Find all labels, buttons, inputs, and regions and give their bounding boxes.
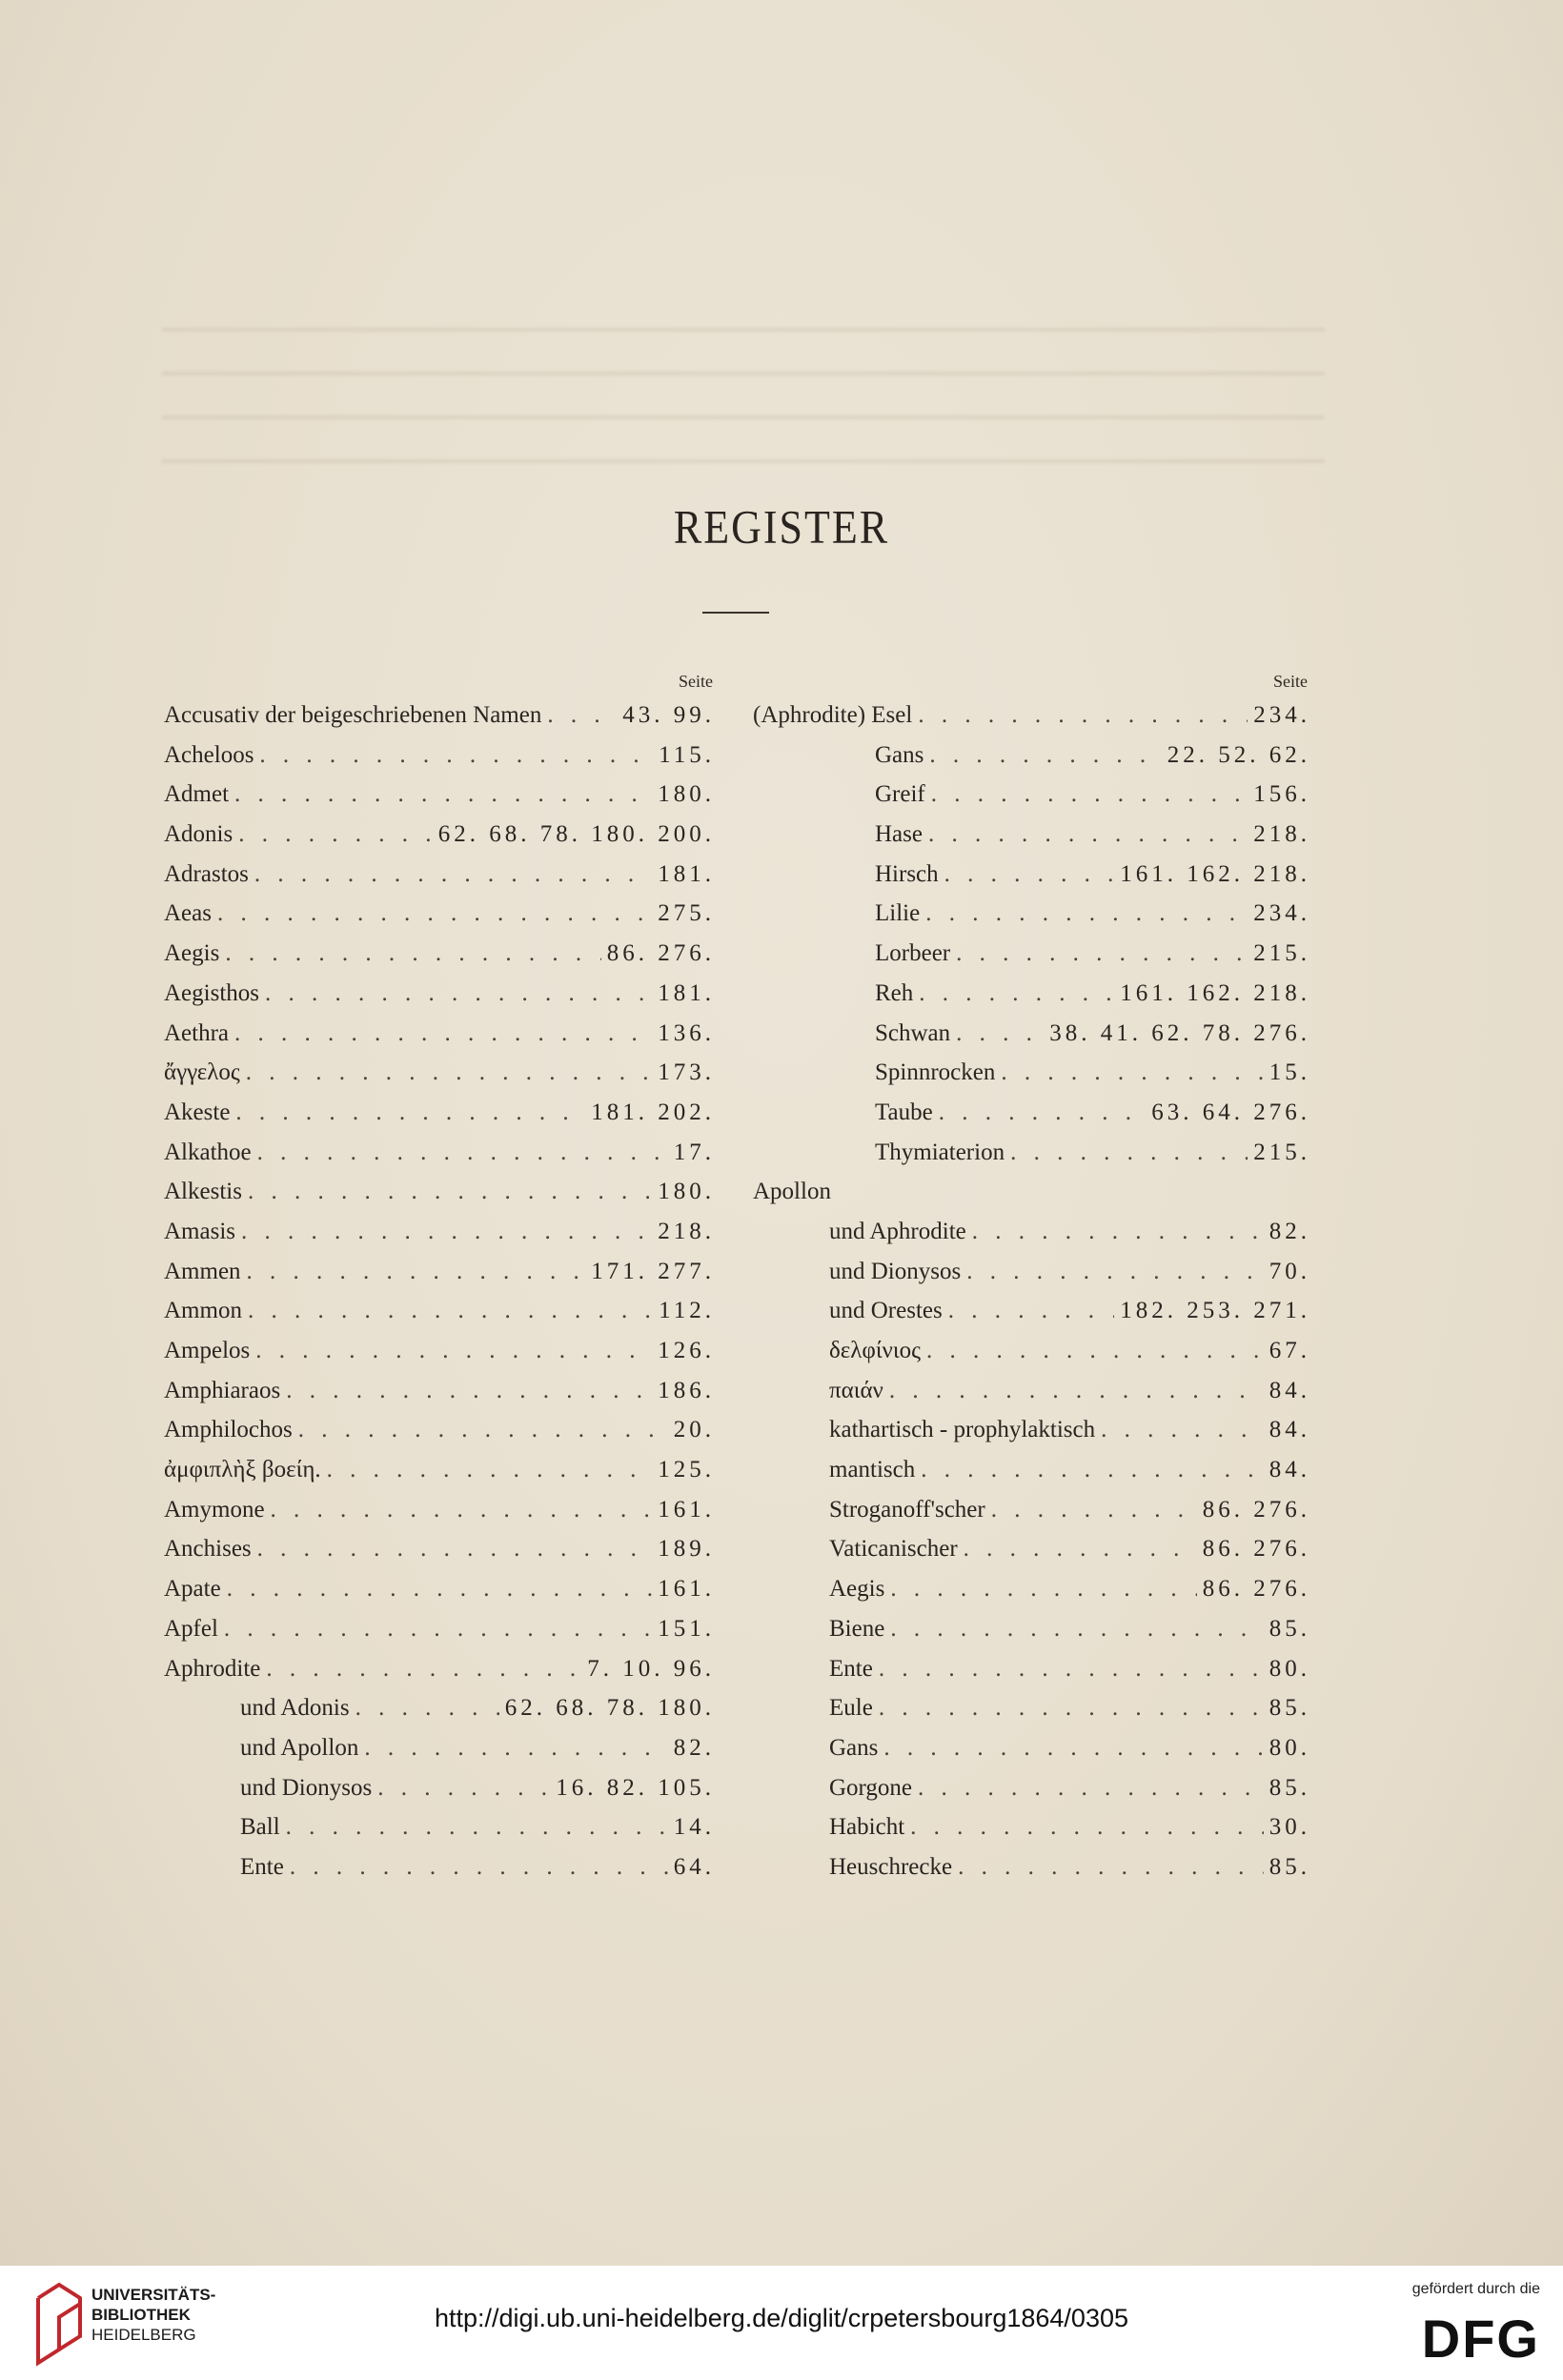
- entry-term: Apfel: [164, 1615, 218, 1642]
- register-entry: [753, 1490, 1310, 1530]
- entry-term: Alkathoe: [164, 1139, 252, 1165]
- entry-term: Aegis: [164, 940, 220, 967]
- register-entry: [164, 736, 715, 776]
- entry-pages: 80.: [1269, 1734, 1310, 1761]
- register-entry: [164, 1133, 715, 1173]
- entry-term: ἀμφιπλὴξ βοείη.: [164, 1457, 321, 1483]
- entry-term: Adrastos: [164, 860, 249, 887]
- dot-leader: [217, 894, 652, 934]
- register-entry: [753, 1172, 1310, 1212]
- dot-leader: [890, 1569, 1196, 1609]
- dot-leader: [890, 1609, 1263, 1649]
- entry-pages: 275.: [658, 900, 715, 927]
- entry-term: Thymiaterion: [875, 1139, 1005, 1165]
- register-entry: [753, 736, 1310, 776]
- register-entry: [164, 1014, 715, 1054]
- entry-pages: 182. 253. 271.: [1120, 1298, 1310, 1324]
- entry-pages: 180.: [658, 1179, 715, 1205]
- entry-pages: 115.: [659, 741, 715, 768]
- entry-pages: 234.: [1253, 702, 1310, 728]
- entry-pages: 85.: [1269, 1774, 1310, 1801]
- dot-leader: [921, 1450, 1263, 1490]
- dot-leader: [224, 1609, 652, 1649]
- entry-pages: 43. 99.: [622, 702, 715, 728]
- entry-term: Aethra: [164, 1019, 230, 1046]
- register-entry: [164, 1093, 715, 1133]
- register-column-left: [164, 696, 715, 1887]
- entry-term: Aegisthos: [164, 979, 259, 1006]
- entry-pages: 7. 10. 96.: [587, 1655, 715, 1682]
- entry-pages: 22. 52. 62.: [1167, 741, 1310, 768]
- dot-leader: [948, 1291, 1115, 1331]
- dot-leader: [225, 934, 600, 974]
- entry-pages: 64.: [673, 1853, 715, 1880]
- register-entry: [753, 815, 1310, 855]
- register-entry: [164, 1490, 715, 1530]
- dot-leader: [1001, 1053, 1263, 1093]
- entry-term: Admet: [164, 781, 230, 808]
- register-entry: [753, 1133, 1310, 1173]
- entry-term: und Orestes: [829, 1298, 943, 1324]
- dot-leader: [883, 1728, 1263, 1768]
- entry-pages: 181.: [658, 860, 715, 887]
- entry-term: Lilie: [875, 900, 921, 927]
- entry-pages: 38. 41. 62. 78. 276.: [1049, 1019, 1310, 1046]
- entry-term: Hase: [875, 821, 923, 848]
- register-entry: [164, 815, 715, 855]
- entry-term: Anchises: [164, 1536, 252, 1563]
- register-entry: [164, 1212, 715, 1252]
- dot-leader: [377, 1768, 550, 1808]
- title-rule: [702, 612, 769, 614]
- entry-term: und Dionysos: [829, 1258, 962, 1284]
- entry-pages: 181. 202.: [591, 1099, 715, 1125]
- dot-leader: [327, 1450, 653, 1490]
- library-name-line-2: BIBLIOTHEK: [91, 2306, 191, 2324]
- entry-pages: 218.: [1253, 821, 1310, 848]
- entry-pages: 151.: [658, 1615, 715, 1642]
- dot-leader: [1010, 1133, 1248, 1173]
- entry-term: Ampelos: [164, 1338, 251, 1363]
- register-entry: [164, 775, 715, 815]
- entry-pages: 171. 277.: [591, 1258, 715, 1284]
- entry-pages: 67.: [1269, 1338, 1310, 1363]
- entry-pages: 161.: [658, 1576, 715, 1603]
- entry-term: Gans: [875, 741, 924, 768]
- register-entry: [753, 1212, 1310, 1252]
- register-entry: [164, 696, 715, 736]
- entry-term: kathartisch - prophylaktisch: [829, 1417, 1096, 1443]
- seite-label-left: Seite: [679, 672, 713, 691]
- entry-pages: 17.: [673, 1139, 715, 1165]
- entry-term: Adonis: [164, 821, 233, 848]
- entry-pages: 215.: [1253, 1139, 1310, 1165]
- entry-term: Vaticanischer: [829, 1536, 958, 1563]
- entry-pages: 86. 276.: [1202, 1576, 1310, 1603]
- entry-pages: 181.: [658, 979, 715, 1006]
- register-entry: [164, 1807, 715, 1847]
- entry-pages: 84.: [1269, 1457, 1310, 1483]
- entry-pages: 86. 276.: [1202, 1536, 1310, 1563]
- entry-term: Ente: [240, 1853, 284, 1880]
- dot-leader: [964, 1529, 1197, 1569]
- entry-term: Aegis: [829, 1576, 885, 1603]
- entry-term: und Adonis: [240, 1695, 350, 1722]
- entry-term: Gans: [829, 1734, 879, 1761]
- entry-pages: 186.: [658, 1377, 715, 1403]
- entry-pages: 62. 68. 78. 180.: [504, 1695, 715, 1722]
- entry-term: Amphilochos: [164, 1417, 293, 1443]
- register-entry: [753, 1529, 1310, 1569]
- entry-term: und Apollon: [240, 1734, 359, 1761]
- entry-pages: 180.: [658, 781, 715, 808]
- entry-pages: 85.: [1269, 1853, 1310, 1880]
- register-entry: [164, 855, 715, 895]
- register-entry: [753, 1569, 1310, 1609]
- register-entry: [164, 894, 715, 934]
- entry-pages: 161. 162. 218.: [1120, 860, 1310, 887]
- entry-pages: 126.: [658, 1338, 715, 1363]
- entry-term: und Aphrodite: [829, 1218, 966, 1244]
- entry-pages: 84.: [1269, 1417, 1310, 1443]
- register-entry: [164, 1450, 715, 1490]
- entry-term: Stroganoff'scher: [829, 1496, 985, 1523]
- dot-leader: [928, 815, 1248, 855]
- dot-leader: [991, 1490, 1197, 1530]
- entry-term: Apollon: [753, 1179, 831, 1205]
- dot-leader: [879, 1649, 1264, 1689]
- register-column-right: [753, 696, 1310, 1887]
- dot-leader: [248, 1291, 653, 1331]
- register-entry: [753, 1331, 1310, 1371]
- register-entry: [753, 1728, 1310, 1768]
- dot-leader: [257, 1529, 653, 1569]
- register-entry: [164, 1688, 715, 1728]
- entry-term: ἄγγελος: [164, 1059, 240, 1086]
- dot-leader: [547, 696, 617, 736]
- register-entry: [753, 775, 1310, 815]
- register-entry: [753, 1252, 1310, 1292]
- register-entry: [753, 696, 1310, 736]
- dot-leader: [234, 775, 652, 815]
- entry-pages: 86. 276.: [606, 940, 715, 967]
- dot-leader: [257, 1133, 668, 1173]
- library-name-line-3: HEIDELBERG: [91, 2326, 196, 2344]
- entry-pages: 30.: [1269, 1814, 1310, 1841]
- entry-pages: 86. 276.: [1202, 1496, 1310, 1523]
- register-entry: [164, 1371, 715, 1411]
- library-name-line-1: UNIVERSITÄTS-: [91, 2286, 216, 2304]
- entry-pages: 136.: [658, 1019, 715, 1046]
- register-entry: [753, 974, 1310, 1014]
- dot-leader: [944, 855, 1115, 895]
- register-entry: [753, 934, 1310, 974]
- entry-pages: 112.: [659, 1298, 715, 1324]
- entry-term: Biene: [829, 1615, 885, 1642]
- dot-leader: [259, 736, 653, 776]
- dot-leader: [919, 974, 1114, 1014]
- dot-leader: [255, 1331, 652, 1371]
- dot-leader: [918, 696, 1248, 736]
- dot-leader: [364, 1728, 667, 1768]
- entry-term: Hirsch: [875, 860, 939, 887]
- dot-leader: [956, 934, 1248, 974]
- funder-caption: gefördert durch die: [1411, 2281, 1540, 2297]
- entry-term: Akeste: [164, 1099, 231, 1125]
- dot-leader: [290, 1847, 668, 1887]
- dot-leader: [254, 855, 652, 895]
- dot-leader: [298, 1410, 668, 1450]
- entry-pages: 173.: [658, 1059, 715, 1086]
- entry-term: Ente: [829, 1655, 873, 1682]
- register-entry: [164, 1569, 715, 1609]
- dot-leader: [286, 1807, 668, 1847]
- dot-leader: [918, 1768, 1264, 1808]
- entry-pages: 156.: [1253, 781, 1310, 808]
- dot-leader: [265, 974, 652, 1014]
- entry-pages: 20.: [673, 1417, 715, 1443]
- entry-term: Heuschrecke: [829, 1853, 953, 1880]
- dot-leader: [355, 1688, 499, 1728]
- register-entry: [753, 1371, 1310, 1411]
- register-entry: [164, 1410, 715, 1450]
- entry-term: (Aphrodite) Esel: [753, 702, 913, 728]
- entry-pages: 125.: [658, 1457, 715, 1483]
- register-entry: [164, 1172, 715, 1212]
- register-entry: [753, 1688, 1310, 1728]
- entry-term: Ammon: [164, 1298, 242, 1324]
- register-entry: [753, 1053, 1310, 1093]
- entry-term: Aphrodite: [164, 1655, 261, 1682]
- dot-leader: [972, 1212, 1264, 1252]
- entry-term: Ammen: [164, 1258, 241, 1284]
- register-entry: [164, 1649, 715, 1689]
- entry-term: δελφίνιος: [829, 1338, 921, 1363]
- register-entry: [753, 1807, 1310, 1847]
- register-entry: [164, 934, 715, 974]
- entry-term: Acheloos: [164, 741, 254, 768]
- dot-leader: [266, 1649, 581, 1689]
- dot-leader: [958, 1847, 1264, 1887]
- dot-leader: [931, 775, 1248, 815]
- entry-term: Accusativ der beigeschriebenen Namen: [164, 702, 542, 728]
- register-entry: [164, 1609, 715, 1649]
- entry-term: und Dionysos: [240, 1774, 373, 1801]
- bleed-through-text: [162, 305, 1325, 486]
- entry-term: Apate: [164, 1576, 221, 1603]
- dot-leader: [227, 1569, 653, 1609]
- register-entry: [164, 974, 715, 1014]
- dot-leader: [956, 1014, 1044, 1054]
- entry-pages: 189.: [658, 1536, 715, 1563]
- register-entry: [753, 1609, 1310, 1649]
- seite-label-right: Seite: [1273, 672, 1308, 691]
- entry-pages: 82.: [1269, 1218, 1310, 1244]
- register-entry: [753, 1649, 1310, 1689]
- dfg-logo: DFG: [1421, 2309, 1540, 2369]
- register-entry: [753, 1450, 1310, 1490]
- dot-leader: [966, 1252, 1264, 1292]
- entry-term: παιάν: [829, 1377, 883, 1403]
- register-entry: [753, 1768, 1310, 1808]
- register-entry: [753, 1410, 1310, 1450]
- permalink-url[interactable]: http://digi.ub.uni-heidelberg.de/diglit/crpetersbourg1864/0305: [434, 2304, 1128, 2332]
- entry-term: Ball: [240, 1814, 280, 1841]
- register-entry: [753, 1847, 1310, 1887]
- entry-pages: 16. 82. 105.: [556, 1774, 715, 1801]
- entry-term: Aeas: [164, 900, 212, 927]
- dot-leader: [926, 1331, 1264, 1371]
- register-entry: [164, 1053, 715, 1093]
- entry-pages: 161.: [658, 1496, 715, 1523]
- dot-leader: [246, 1053, 652, 1093]
- entry-pages: 62. 68. 78. 180. 200.: [437, 821, 715, 848]
- dot-leader: [247, 1252, 586, 1292]
- dot-leader: [929, 736, 1161, 776]
- entry-pages: 80.: [1269, 1655, 1310, 1682]
- entry-pages: 15.: [1269, 1059, 1310, 1086]
- entry-pages: 161. 162. 218.: [1120, 979, 1310, 1006]
- entry-pages: 215.: [1253, 940, 1310, 967]
- dot-leader: [235, 1093, 585, 1133]
- register-entry: [753, 894, 1310, 934]
- entry-term: mantisch: [829, 1457, 916, 1483]
- entry-term: Schwan: [875, 1019, 951, 1046]
- dot-leader: [234, 1014, 652, 1054]
- entry-pages: 85.: [1269, 1695, 1310, 1722]
- entry-pages: 84.: [1269, 1377, 1310, 1403]
- dot-leader: [1101, 1410, 1264, 1450]
- entry-term: Habicht: [829, 1814, 905, 1841]
- dot-leader: [241, 1212, 652, 1252]
- dot-leader: [879, 1688, 1264, 1728]
- register-entry: [164, 1291, 715, 1331]
- dot-leader: [939, 1093, 1147, 1133]
- entry-term: Lorbeer: [875, 940, 951, 967]
- entry-pages: 14.: [673, 1814, 715, 1841]
- entry-pages: 85.: [1269, 1615, 1310, 1642]
- register-entry: [753, 1291, 1310, 1331]
- entry-term: Amymone: [164, 1496, 265, 1523]
- entry-term: Reh: [875, 979, 914, 1006]
- entry-term: Spinnrocken: [875, 1059, 996, 1086]
- entry-pages: 82.: [673, 1734, 715, 1761]
- entry-term: Amphiaraos: [164, 1377, 281, 1403]
- entry-term: Greif: [875, 781, 925, 808]
- dot-leader: [889, 1371, 1264, 1411]
- register-entry: [164, 1252, 715, 1292]
- entry-term: Gorgone: [829, 1774, 913, 1801]
- dot-leader: [271, 1490, 653, 1530]
- register-entry: [753, 1014, 1310, 1054]
- dot-leader: [286, 1371, 652, 1411]
- entry-pages: 218.: [658, 1218, 715, 1244]
- entry-term: Alkestis: [164, 1179, 242, 1205]
- dot-leader: [910, 1807, 1264, 1847]
- register-entry: [164, 1768, 715, 1808]
- register-entry: [164, 1728, 715, 1768]
- entry-pages: 63. 64. 276.: [1151, 1099, 1310, 1125]
- register-entry: [164, 1529, 715, 1569]
- dot-leader: [925, 894, 1248, 934]
- register-entry: [753, 1093, 1310, 1133]
- dot-leader: [248, 1172, 652, 1212]
- register-entry: [164, 1847, 715, 1887]
- entry-pages: 70.: [1269, 1258, 1310, 1284]
- entry-term: Taube: [875, 1099, 933, 1125]
- entry-term: Amasis: [164, 1218, 235, 1244]
- entry-pages: 234.: [1253, 900, 1310, 927]
- page-title: REGISTER: [673, 501, 890, 554]
- register-entry: [753, 855, 1310, 895]
- entry-term: Eule: [829, 1695, 873, 1722]
- dot-leader: [238, 815, 433, 855]
- register-entry: [164, 1331, 715, 1371]
